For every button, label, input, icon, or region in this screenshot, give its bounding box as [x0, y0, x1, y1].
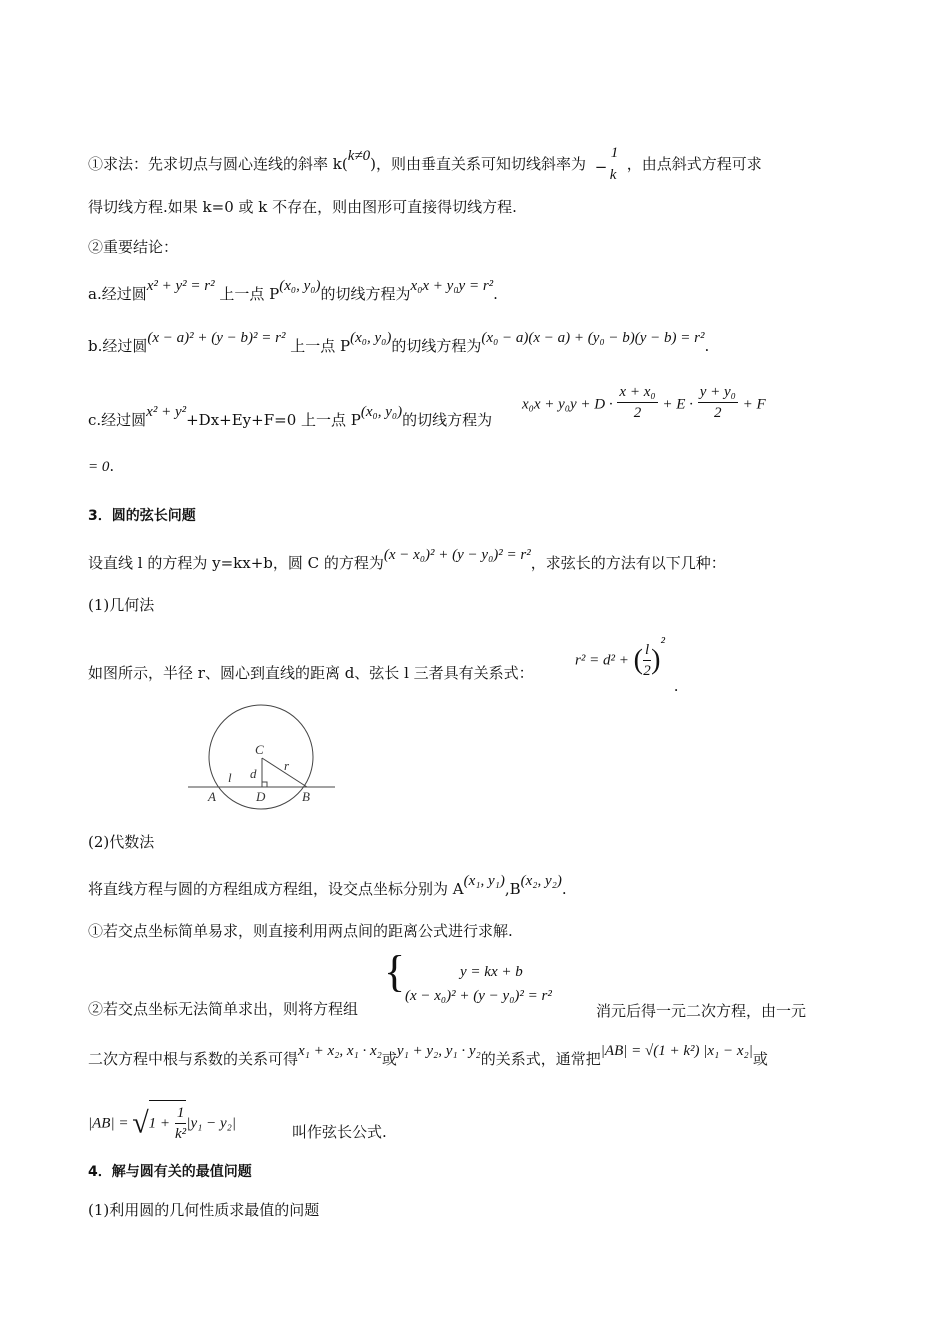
math: k≠0 — [347, 148, 371, 164]
geometric-relation — [88, 663, 534, 683]
text: ①求法：先求切点与圆心连线的斜率 k( — [88, 155, 348, 173]
math: (x₁, y₁) — [463, 873, 505, 889]
label-l: l — [228, 770, 232, 785]
text: 的切线方程为 — [320, 285, 411, 303]
chord-intro — [88, 547, 726, 574]
math: (x − x₀)² + (y − y₀)² = r² — [383, 547, 531, 563]
system-equation-1: y = kx + b — [460, 964, 523, 980]
vieta-line — [88, 1043, 768, 1070]
text: b.经过圆 — [88, 337, 148, 355]
math: + E · — [662, 396, 693, 413]
denominator: k² — [175, 1126, 187, 1142]
math: x₀x + y₀y = r² — [410, 278, 494, 294]
math: x₀x + y₀y + D · — [522, 396, 613, 413]
text: 二次方程中根与系数的关系可得 — [88, 1050, 299, 1068]
conclusion-c-end — [88, 456, 114, 477]
math: (x₀, y₀) — [350, 330, 392, 346]
fraction — [617, 382, 657, 423]
text: . — [561, 880, 567, 898]
algebraic-intro — [88, 873, 567, 900]
math: (x − a)² + (y − b)² = r² — [147, 330, 286, 346]
text: . — [493, 285, 498, 303]
numerator: x + x₀ — [617, 382, 657, 403]
math: 1 + — [148, 1115, 171, 1132]
text: c.经过圆 — [88, 411, 147, 429]
math: y₁ + y₂, y₁ · y₂ — [396, 1043, 481, 1059]
text: 上一点 P — [290, 337, 351, 355]
text: 的切线方程为 — [391, 337, 482, 355]
conclusion-a — [88, 278, 498, 305]
algebraic-point-1: ①若交点坐标简单易求，则直接利用两点间的距离公式进行求解. — [88, 922, 513, 940]
fraction — [643, 640, 651, 681]
fraction — [698, 382, 738, 423]
text: 或 — [752, 1050, 768, 1068]
conclusion-c — [88, 404, 493, 431]
conclusion-b — [88, 330, 710, 357]
method-line-2: 得切线方程.如果 k=0 或 k 不存在，则由图形可直接得切线方程. — [88, 198, 517, 216]
numerator: y + y₀ — [698, 382, 738, 403]
text: ,B — [504, 880, 521, 898]
text: +Dx+Ey+F=0 上一点 P — [186, 411, 361, 429]
algebraic-method-heading: (2)代数法 — [88, 833, 155, 851]
chord-formula-y: |AB| = √1 + $\frac{1}{\text{k²}}$ |y₁ − y₂| — [88, 1100, 236, 1144]
math: + F — [742, 396, 766, 413]
label-d: d — [250, 766, 257, 781]
math: (x₀, y₀) — [360, 404, 403, 420]
numerator: l — [643, 640, 651, 661]
text: 如图所示，半径 r、圆心到直线的距离 d、弦长 l 三者具有关系式： — [88, 664, 534, 682]
text: 设直线 l 的方程为 y=kx+b，圆 C 的方程为 — [88, 554, 384, 572]
math: x² + y² — [146, 404, 187, 420]
chord-diagram — [180, 700, 350, 812]
math: ² — [660, 634, 665, 651]
math: = 0 — [88, 459, 110, 475]
denominator: 2 — [643, 663, 651, 679]
text: ，求弦长的方法有以下几种： — [530, 554, 726, 572]
label-D: D — [256, 789, 266, 804]
conclusion-heading: ②重要结论： — [88, 238, 179, 256]
fraction — [175, 1103, 187, 1144]
section-4-sub-1: (1)利用圆的几何性质求最值的问题 — [88, 1201, 320, 1219]
method-line-1 — [88, 145, 762, 183]
label-C: C — [255, 742, 264, 757]
math: x₁ + x₂, x₁ · x₂ — [298, 1043, 382, 1059]
math: x² + y² = r² — [146, 278, 215, 294]
denominator: 2 — [714, 405, 722, 421]
label-A: A — [208, 789, 216, 804]
label-B: B — [302, 789, 310, 804]
label-r: r — [284, 758, 290, 773]
brace: { — [384, 947, 406, 996]
section-4-heading: 4．解与圆有关的最值问题 — [88, 1164, 252, 1180]
math: |AB| = — [88, 1115, 133, 1132]
text: 的关系式，通常把 — [480, 1050, 601, 1068]
geometric-formula: r² = d² + ( $\frac{l}{2}$ )² . — [575, 634, 679, 695]
text: )，则由垂直关系可知切线斜率为 — [370, 155, 586, 173]
text: ，由点斜式方程可求 — [626, 155, 762, 173]
text: 将直线方程与圆的方程组成方程组，设交点坐标分别为 A — [88, 880, 464, 898]
algebraic-point-2 — [88, 999, 358, 1019]
algebraic-point-2-cont: 消元后得一元二次方程，由一元 — [596, 1002, 807, 1020]
text: a.经过圆 — [88, 285, 147, 303]
text: 或 — [381, 1050, 397, 1068]
geometric-method-heading: (1)几何法 — [88, 596, 155, 614]
text: 上一点 P — [219, 285, 280, 303]
text: ②若交点坐标无法简单求出，则将方程组 — [88, 1000, 359, 1018]
text: 的切线方程为 — [402, 411, 493, 429]
system-equation-2: (x − x₀)² + (y − y₀)² = r² — [405, 988, 552, 1004]
text: . — [673, 676, 679, 695]
right-angle-mark — [262, 782, 267, 787]
math: (x₀ − a)(x − a) + (y₀ − b)(y − b) = r² — [481, 330, 705, 346]
text: . — [109, 457, 115, 475]
math: (x₂, y₂) — [520, 873, 562, 889]
chord-formula-label: 叫作弦长公式. — [292, 1123, 387, 1141]
denominator: 2 — [633, 405, 642, 421]
math: |y₁ − y₂| — [186, 1115, 236, 1132]
math: |AB| = √(1 + k²) |x₁ − x₂| — [600, 1043, 753, 1059]
math: (x₀, y₀) — [279, 278, 321, 294]
text: k — [609, 167, 617, 183]
math: r² = d² + — [575, 652, 629, 669]
numerator: 1 — [175, 1103, 187, 1124]
text: . — [704, 337, 710, 355]
text: 1 — [610, 145, 619, 161]
text: − — [594, 158, 608, 176]
section-3-heading: 3．圆的弦长问题 — [88, 508, 196, 524]
conclusion-c-formula — [522, 384, 766, 425]
